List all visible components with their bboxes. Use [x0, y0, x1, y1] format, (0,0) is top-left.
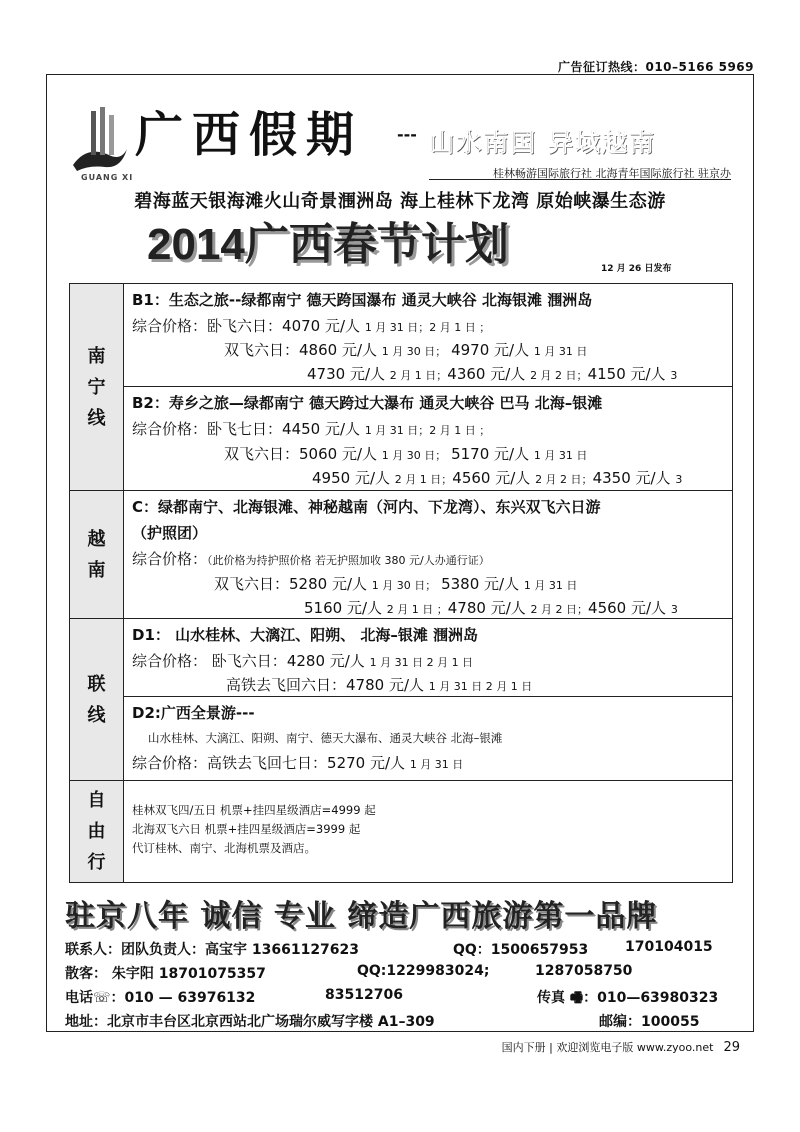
- price-value: 4360 元/人: [447, 365, 526, 383]
- tour-c-title-2: （护照团）: [132, 524, 208, 542]
- price-value: 4560 元/人: [452, 469, 531, 487]
- address: 地址：北京市丰台区北京西站北广场瑞尔威写字楼 A1–309: [65, 1014, 435, 1030]
- date-value: 2 月 2 日；: [530, 603, 589, 616]
- date-value: 1 月 31 日: [523, 579, 578, 592]
- phone-number-2: 83512706: [325, 987, 403, 1003]
- fax-number: 传真 🖷：010—63980323: [537, 990, 719, 1006]
- category-combined-label: 联线: [87, 674, 106, 726]
- header-slogan: 山水南国 异域越南: [429, 128, 656, 157]
- phone-number: 电话☏：010 — 63976132: [65, 990, 256, 1006]
- category-nanning-label: 南宁线: [87, 346, 106, 429]
- ad-frame: [46, 74, 754, 1032]
- team-qq: QQ：1500657953: [453, 942, 589, 958]
- date-value: 1 月 30 日；: [371, 579, 437, 592]
- price-label: 综合价格：: [132, 754, 208, 772]
- price-value: 5270 元/人: [327, 754, 406, 772]
- date-value: 1 月 30 日；: [381, 345, 447, 358]
- date-value: 3: [675, 473, 683, 486]
- tour-b1-price-line-3: [307, 363, 677, 384]
- publish-date: 12 月 26 日发布: [601, 264, 672, 274]
- tour-d2-title: D2:广西全景游---: [132, 704, 255, 722]
- main-title-text: 广西春节计划: [244, 219, 509, 270]
- rail-label: 高铁去飞回七日：: [207, 754, 328, 772]
- row-divider: [70, 490, 732, 491]
- footer-site-text: 国内下册 | 欢迎浏览电子版 www.zyoo.net: [501, 1041, 714, 1054]
- sub-divider: [124, 696, 732, 697]
- individual-qq-2: 1287058750: [535, 963, 633, 979]
- date-value: 3: [670, 369, 678, 382]
- agency-underline: [429, 179, 731, 180]
- price-value: 4730 元/人: [307, 365, 385, 383]
- date-value: 2 月 1 日；: [394, 473, 453, 486]
- main-title-year: 2014: [147, 220, 245, 269]
- price-value: 4070 元/人: [282, 317, 361, 335]
- double-flight-label: 双飞六日：: [224, 341, 300, 359]
- price-value: 5380 元/人: [441, 575, 520, 593]
- tour-d2-price-line: [132, 752, 463, 773]
- tour-b2-title: B2：寿乡之旅—绿都南宁 德天跨过大瀑布 通灵大峡谷 巴马 北海–银滩: [132, 394, 603, 412]
- tour-c-price-line-1: [132, 548, 490, 569]
- logo-title: 广西假期: [135, 107, 364, 163]
- tour-b2-price-line-1: [132, 418, 490, 439]
- tour-b1-price-line-2: [224, 339, 587, 360]
- logo-subtitle: GUANG XI: [81, 173, 134, 182]
- agency-names: 桂林畅游国际旅行社 北海青年国际旅行社 驻京办: [493, 167, 731, 180]
- price-value: 4280 元/人: [286, 652, 365, 670]
- tour-table: [69, 283, 733, 883]
- free-travel-line-3: 代订桂林、南宁、北海机票及酒店。: [132, 841, 316, 855]
- postcode: 邮编：100055: [599, 1014, 700, 1030]
- free-travel-line-1: 桂林双飞四/五日 机票+挂四星级酒店=4999 起: [132, 803, 376, 817]
- category-free-label: 自由行: [87, 790, 106, 873]
- tour-d1-price-line-2: [226, 674, 532, 695]
- category-vietnam-label: 越南: [87, 529, 106, 581]
- title-dash: ---: [397, 125, 417, 144]
- team-contact: 联系人：团队负责人：高宝宇 13661127623: [65, 942, 360, 958]
- date-value: 1 月 31 日: [533, 449, 588, 462]
- sleeper-label: 卧飞六日：: [211, 652, 287, 670]
- tour-b1-title: B1：生态之旅--绿都南宁 德天跨国瀑布 通灵大峡谷 北海银滩 涠洲岛: [132, 291, 593, 309]
- ad-hotline: 广告征订热线：010–5166 5969: [557, 60, 754, 74]
- price-value: 4560 元/人: [588, 599, 667, 617]
- contact-row-phone: [65, 987, 719, 1007]
- tour-b2-price-line-2: [224, 443, 587, 464]
- row-divider: [70, 780, 732, 781]
- date-value: 1 月 31 日: [409, 758, 464, 771]
- individual-qq: QQ:1229983024;: [357, 963, 490, 979]
- page-number: 29: [723, 1040, 740, 1055]
- price-value: 5160 元/人: [304, 599, 382, 617]
- tour-c-price-line-2: [214, 573, 577, 594]
- tour-c-price-line-3: [304, 597, 678, 618]
- price-label: 综合价格：: [132, 550, 208, 568]
- category-free: [70, 781, 124, 882]
- date-value: 1 月 31 日: [533, 345, 588, 358]
- price-value: 4780 元/人: [447, 599, 526, 617]
- price-value: 4150 元/人: [587, 365, 666, 383]
- contact-row-team: [65, 939, 713, 959]
- double-flight-label: 双飞六日：: [224, 445, 300, 463]
- price-value: 4780 元/人: [346, 676, 425, 694]
- date-value: 3: [670, 603, 678, 616]
- price-label: 综合价格：: [132, 317, 208, 335]
- price-value: 5060 元/人: [299, 445, 378, 463]
- price-value: 5280 元/人: [289, 575, 368, 593]
- individual-contact: 散客： 朱宇阳 18701075357: [65, 966, 266, 982]
- sub-divider: [124, 386, 732, 387]
- team-qq-2: 170104015: [625, 939, 713, 955]
- free-travel-line-2: 北海双飞六日 机票+挂四星级酒店=3999 起: [132, 822, 361, 836]
- tour-d1-title: D1： 山水桂林、大漓江、阳朔、 北海–银滩 涠洲岛: [132, 626, 479, 644]
- price-label: 综合价格：: [132, 420, 208, 438]
- price-value: 4970 元/人: [451, 341, 530, 359]
- date-value: 1 月 31 日；2 月 1 日 ；: [364, 321, 491, 334]
- category-vietnam: [70, 491, 124, 619]
- double-flight-label: 双飞六日：: [214, 575, 290, 593]
- tour-b1-price-line-1: [132, 315, 490, 336]
- sleeper-label: 卧飞六日：: [207, 317, 283, 335]
- rail-label: 高铁去飞回六日：: [226, 676, 347, 694]
- tour-c-title: C：绿都南宁、北海银滩、神秘越南（河内、下龙湾）、东兴双飞六日游: [132, 498, 601, 516]
- date-value: 2 月 2 日；: [535, 473, 593, 486]
- category-nanning: [70, 284, 124, 491]
- page-footer: [502, 1039, 740, 1055]
- date-value: 1 月 31 日；2 月 1 日 ；: [364, 424, 491, 437]
- tour-d1-price-line-1: [132, 650, 473, 671]
- brand-slogan: 驻京八年 诚信 专业 缔造广西旅游第一品牌: [65, 899, 658, 934]
- price-value: 4450 元/人: [282, 420, 361, 438]
- price-label: 综合价格：: [132, 652, 208, 670]
- contact-row-individual: [65, 963, 633, 983]
- date-value: 1 月 30 日；: [381, 449, 447, 462]
- price-value: 4860 元/人: [299, 341, 378, 359]
- date-value: 1 月 31 日 2 月 1 日: [428, 680, 533, 693]
- tour-d2-route: 山水桂林、大漓江、阳朔、南宁、德天大瀑布、通灵大峡谷 北海–银滩: [148, 731, 503, 745]
- row-divider: [70, 618, 732, 619]
- date-value: 2 月 1 日 ；: [386, 603, 448, 616]
- price-value: 4950 元/人: [312, 469, 390, 487]
- category-combined: [70, 619, 124, 781]
- main-title: [147, 217, 509, 273]
- tour-b2-price-line-3: [312, 467, 682, 488]
- date-value: 1 月 31 日 2 月 1 日: [369, 656, 474, 669]
- contact-row-address: [65, 1011, 700, 1031]
- price-value: 4350 元/人: [592, 469, 671, 487]
- guangxi-logo-icon: [69, 105, 129, 177]
- date-value: 2 月 2 日；: [530, 369, 588, 382]
- passport-note: （此价格为持护照价格 若无护照加收 380 元/人办通行证）: [207, 554, 490, 567]
- sleeper-label: 卧飞七日：: [207, 420, 283, 438]
- date-value: 2 月 1 日；: [389, 369, 448, 382]
- price-value: 5170 元/人: [451, 445, 530, 463]
- subheadline: 碧海蓝天银海滩火山奇景涠洲岛 海上桂林下龙湾 原始峡瀑生态游: [134, 191, 666, 212]
